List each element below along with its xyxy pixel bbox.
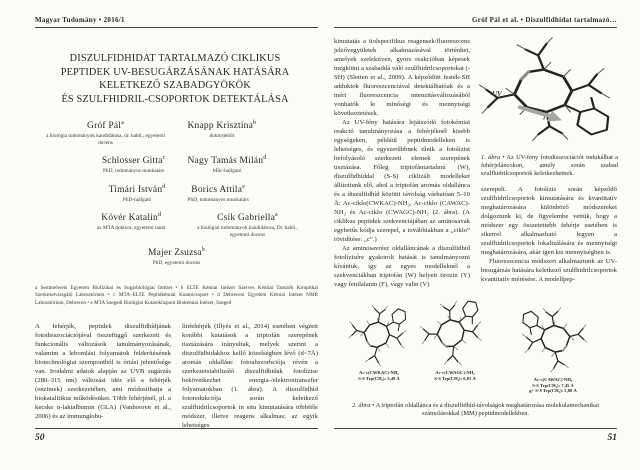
author-degree: a biológiai tudományok kandidátusa, Dr. habil., egyetemi docens [197,225,298,238]
author-degree: PhD, tudományos munkatárs [187,196,249,203]
author-affiliation-mark: a [275,212,278,219]
molecule-3-label [506,377,600,394]
figure-1-caption-lead: 1. ábra • [481,154,505,161]
author-name: Majer Zsuzsa [147,248,202,259]
figure-2-molecule-3-svg [518,301,588,375]
author-affiliation-mark: b [201,247,206,254]
figure-2-caption [334,402,617,418]
uv-label: UV [492,90,502,98]
author-affiliation-mark: b [253,120,257,126]
author-block [35,118,318,274]
figure-2-molecule-2-svg [420,295,486,369]
header-rule-right [334,27,617,28]
author [148,245,205,267]
molecule-2-label [408,370,502,381]
body-column-3 [334,37,470,289]
author-name: Borics Attila [191,184,243,195]
article-title-line: PEPTIDEK UV-BESUGÁRZÁSÁNAK HATÁSÁRA [60,66,290,78]
author-degree: MSc-hallgató [212,168,242,175]
author-name: Kövér Katalin [101,213,158,224]
page-right [320,0,640,470]
page-number-right: 51 [607,433,617,443]
body-column-2 [182,322,318,430]
author [97,210,166,238]
author-degree: PhD-hallgató [122,196,152,203]
author [109,182,166,204]
author-degree: az MTA doktora, egyetemi tanár [96,225,166,232]
body-column-1 [35,322,171,421]
author [188,210,308,238]
author-affiliation-mark: d [162,183,166,190]
page-number-left: 50 [35,433,45,443]
author-name: Nagy Tamás Milán [187,156,264,167]
molecule-2-distance: S-S Trp(CH₂): 6,81 Å [434,375,476,381]
figure-2-caption-text: A triptofán oldallánca és a diszulfidhíd-távolságok meghatározása molekulamechanikai számolásokkal (MM) peptidmodellekben. [375,402,599,417]
body-column-4 [481,185,617,284]
author-name: Csík Gabriella [217,213,276,224]
paragraph: Az aminosavrész oldalláncának a diszulfidhíd fotolízisére gyakorolt hatását is tanulmányozni kívántuk, így az egyes modelleknél a szekvenciákban triptofán (W) helyett tirozin (Y) vagy fenilalanin (F), vagy valin (V) [334,245,470,288]
running-head-left: Magyar Tudomány • 2016/1 [35,16,125,24]
author-name: Schlosser Gitta [101,156,163,167]
affiliations-footnote: a Semmelweis Egyetem Biofizikai és Sugárbiológiai Intézet • b ELTE Kémiai Intézet Szerves Kémiai Tanszék Kiroptikai Szerkezetvizsgáló Laboratórium • c MTA–ELTE Peptidkémiai Kutatócsoport • d Debreceni Egyetem Kémiai Intézet NMR Laboratórium, Debrecen • e MTA Szegedi Biológiai Kutatóközpont Biokémiai Intézet, Szeged [35,285,318,306]
figure-2-molecule-3-image [518,301,588,375]
paragraph: kimutatás a tiolspecifikus reagensek/fluoreszcens jelzővegyületek alkalmazásával történhet, amelyek szelektíven, gyors reakcióban képesek megkötni a szabaddá váló szulfhidrilcsoportokat (-SH) (Sletten et al., 2009). A képződött festék-SH adduktok fluoreszcenciával detektálhatóak és a mért fluoreszcencia intenzitásváltozásából vonhatók le minőségi és mennyiségi következtetések. [334,38,470,117]
article-title-line: ÉS SZULFHIDRIL-CSOPORTOK DETEKTÁLÁSA [61,93,289,105]
author-affiliation-mark: d [263,154,267,161]
molecule-3-distance: S-S Trp(CH₂): 7,45 Å [532,382,574,388]
paragraph: Fluoreszcencia módszert alkalmaztunk az UV-besugárzás hatására keletkező szulfhidrilcsoportok kvantitatív mérésére. A modellpep- [481,258,617,283]
author [188,153,267,175]
header-rule-left [35,27,318,28]
author-degree: PhD, egyetemi docens [152,260,201,267]
author-affiliation-mark: c [162,154,166,161]
footer-rule-left [35,428,318,429]
figure-2-molecule-1-image [348,299,410,369]
author-degree: a biológia tudományok kandidátusa, dr. habil., egyetemi docens [46,133,165,146]
molecule-1-distance: S-S Trp(CH₂): 5,49 Å [358,375,400,381]
author-affiliation-mark: a [121,120,124,126]
figure-2-molecule-1-svg [348,299,410,369]
paragraph: Az UV-fény hatására lejátszódó fotokémiai reakció tanulmányozása a fehérjéknél kisebb egységeken, például peptidmodelleken is lehetséges, és egyszerűbbnek tűnik a fotolízist befolyásoló szerkezeti elemek szerepének tisztázása. Főleg triptofántartalmú (W), diszulfidhíddal (S-S) ciklizált modelleket állítottunk elő, ahol a triptofán aromás oldallánca és a diszulfidhíd közötti távolság várhatóan 5–10 Å: Ac-ciklo(CWKAC)-NH₂, Ac-ciklo (CAWAC)-NH₂ és Ac-ciklo (CWAGC)-NH₂ (2. ábra). (A ciklikus peptidek szekvenciájában az aminosavak egybetűs kódja szerepel, a továbbiakban a „ciklo” rövidítése: „c”.) [334,119,470,243]
figure-1-caption-text: Az UV-fény fotodisszociációt indukálhat a fehérjeláncokon, amely során szabad szulfhidrilcsoportok keletkezhetnek. [481,154,618,177]
article-title-line: KELETKEZŐ SZABADGYÖKÖK [99,80,251,92]
author [102,153,166,175]
article-title-line: DISZULFIDHIDAT TARTALMAZÓ CIKLIKUS [69,53,281,64]
article-title [27,52,323,106]
molecule-3-distance: g+ S-S Trp(CH₂): 5,80 Å [529,388,577,394]
author-affiliation-mark: d [157,212,162,219]
author [188,118,257,146]
paragraph: A fehérjék, peptidek diszulfidhídjának fotodisszociációjával összefüggő szerkezeti és funkcionális változások tanulmányozásának, valamint a lebomlási folyamatok felderítésének biotechnológiai szempontból is óriási jelentősége van. Irodalmi adatok alapján az UVB sugárzás (280–315 nm) változást idéz elő a fehérjék (enzimek) szerkezetében, ami módosíthatja a biokatalitikus működésüket. Több fehérjénél, pl. a kecske α-laktalbumin (GLA) (Vanhooren et al., 2006) és az immunglobu- [35,323,171,420]
paragraph: linfehérjék (Illyés et al., 2014) esetében végzett korábbi kutatások a triptofán szerepének tisztázására irányultak, melyek szerint a diszulfidhidakhoz kellő közelségben lévő (d<7Å) aromás oldallánc fotoabszorbciója révén a szerkezetstabilizáló diszulfidhidak fotolízise bekövetkezhet energia-/elektrontranszfer folyamatokban (1. ábra). A diszulfidhíd fotoredukciója során keletkező szulfhidrilcsoportok in situ kimutatására többféle módszer, illetve reagens alkalmas; az egyik lehetséges [182,323,318,429]
molecule-3-name: Ac-c(CAWAC)-NH₂ [533,377,573,382]
author-degree: doktorjelölt [209,133,235,140]
author [188,182,249,204]
author-degree: PhD, tudományos munkatárs [102,168,165,175]
author [46,118,166,146]
molecule-1-name: Ac-c(CWKAC)-NH₂ [359,370,399,375]
figure-1-caption [481,154,618,178]
figure-2-caption-lead: 2. ábra • [352,402,375,409]
author-affiliation-mark: e [242,183,246,190]
author-name: Knapp Krisztina [187,121,254,132]
footer-rule-right [334,428,617,429]
figure-2-molecule-2-image [420,295,486,369]
paragraph: szerepelt. A fotolízis során képződő szulfhidrilcsoportok kimutatására és kvantitatív meghatározására különböző módszereket dolgoztunk ki, de figyelembe vettük, hogy a módszer egy összetettebb fehérje esetében is sikerrel alkalmazható legyen a szulfhidrilcsoportok lokalizálására és mennyiségi meghatározására, akár igen kis mennyiségben is. [481,186,617,256]
author-name: Gróf Pál [87,121,122,132]
author-name: Timári István [108,184,163,195]
molecule-2-name: Ac-c(CWAGC)-NH₂ [435,370,475,375]
running-head-right: Gróf Pál et al. • Diszulfidhidat tartalmazó… [472,16,617,24]
